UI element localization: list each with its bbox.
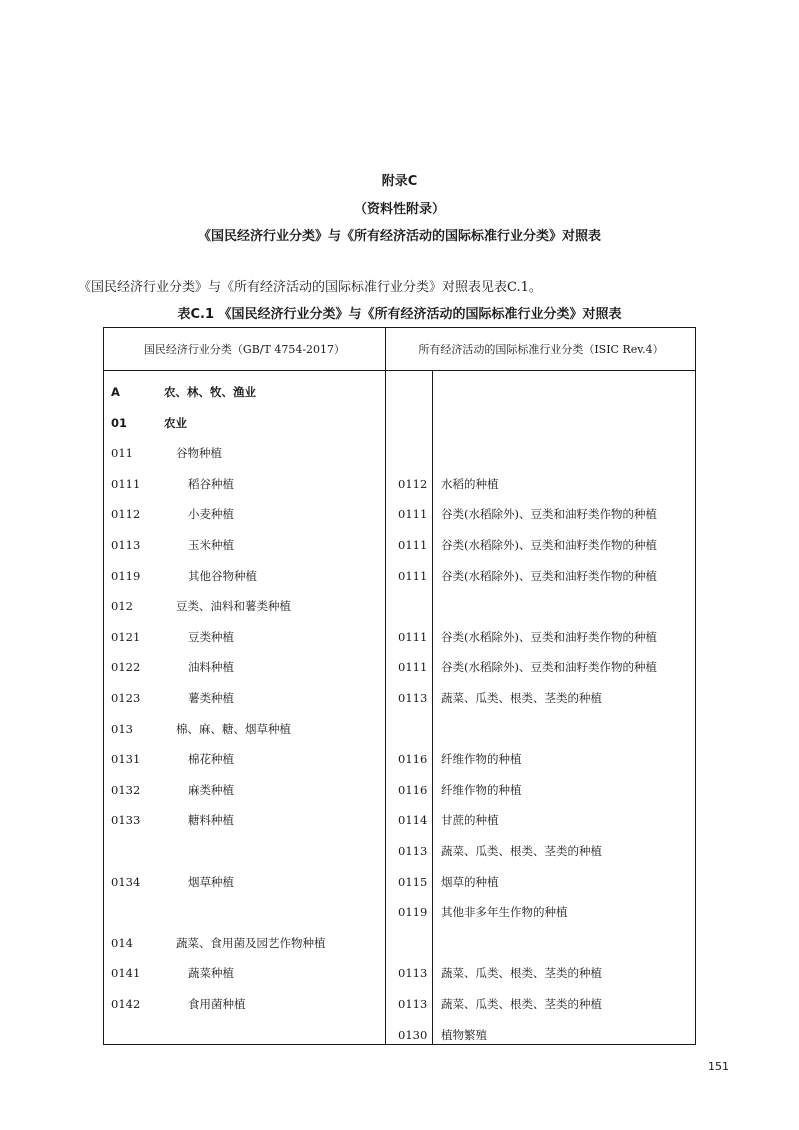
table-row: [104, 744, 695, 774]
isic-name-cell: 纤维作物的种植: [441, 752, 522, 767]
isic-name-cell: 谷类(水稻除外)、豆类和油籽类作物的种植: [441, 568, 657, 583]
isic-code-cell: 0116: [398, 782, 428, 797]
gb-code-cell: 0141: [111, 966, 141, 981]
table-row: [104, 775, 695, 805]
gb-name-cell: 豆类、油料和薯类种植: [176, 599, 291, 614]
gb-code-cell: 0122: [111, 660, 141, 675]
table-row: [104, 897, 695, 927]
table-caption: 表C.1 《国民经济行业分类》与《所有经济活动的国际标准行业分类》对照表: [177, 307, 622, 322]
gb-code-cell: 0133: [111, 813, 141, 828]
isic-code-cell: 0113: [398, 966, 428, 981]
gb-name-cell: 农业: [164, 415, 187, 430]
gb-name-cell: 蔬菜、食用菌及园艺作物种植: [176, 935, 326, 950]
page-number: 151: [708, 1060, 729, 1073]
gb-code-cell: 0111: [111, 476, 141, 491]
table-row: [104, 469, 695, 499]
table-row: [104, 928, 695, 958]
gb-name-cell: 小麦种植: [188, 507, 234, 522]
header-isic: 所有经济活动的国际标准行业分类（ISIC Rev.4）: [418, 343, 664, 356]
gb-code-cell: 0119: [111, 568, 141, 583]
gb-code-cell: 012: [111, 599, 133, 614]
isic-name-cell: 水稻的种植: [441, 476, 499, 491]
gb-code-cell: 0123: [111, 691, 141, 705]
gb-name-cell: 玉米种植: [188, 538, 234, 552]
isic-code-cell: 0111: [398, 507, 428, 522]
table-row: [104, 805, 695, 835]
gb-code-cell: 01: [111, 415, 128, 430]
isic-code-cell: 0116: [398, 752, 428, 767]
appendix-heading: 《国民经济行业分类》与《所有经济活动的国际标准行业分类》对照表: [197, 229, 601, 244]
gb-code-cell: 0131: [111, 752, 141, 767]
isic-name-cell: 蔬菜、瓜类、根类、茎类的种植: [441, 966, 602, 981]
gb-name-cell: 谷物种植: [176, 446, 222, 461]
isic-name-cell: 甘蔗的种植: [441, 813, 499, 828]
gb-name-cell: 稻谷种植: [188, 476, 234, 491]
gb-name-cell: 烟草种植: [188, 874, 234, 889]
gb-code-cell: 0121: [111, 629, 141, 644]
isic-name-cell: 谷类(水稻除外)、豆类和油籽类作物的种植: [441, 660, 657, 675]
isic-code-cell: 0111: [398, 660, 428, 675]
isic-code-cell: 0114: [398, 813, 428, 828]
isic-code-cell: 0113: [398, 844, 428, 858]
gb-name-cell: 豆类种植: [188, 629, 234, 644]
table-row: [104, 683, 695, 713]
gb-code-cell: 0134: [111, 874, 141, 889]
isic-name-cell: 纤维作物的种植: [441, 782, 522, 797]
isic-name-cell: 蔬菜、瓜类、根类、茎类的种植: [441, 844, 602, 858]
table-row: [104, 499, 695, 529]
isic-code-cell: 0111: [398, 538, 428, 552]
intro-paragraph: 《国民经济行业分类》与《所有经济活动的国际标准行业分类》对照表见表C.1。: [78, 280, 542, 295]
gb-code-cell: 013: [111, 721, 133, 736]
isic-name-cell: 蔬菜、瓜类、根类、茎类的种植: [441, 691, 602, 705]
gb-code-cell: 0113: [111, 538, 141, 552]
table-row: [104, 377, 695, 407]
gb-name-cell: 油料种植: [188, 660, 234, 675]
isic-name-cell: 谷类(水稻除外)、豆类和油籽类作物的种植: [441, 629, 657, 644]
isic-code-cell: 0111: [398, 629, 428, 644]
isic-code-cell: 0113: [398, 691, 428, 705]
isic-code-cell: 0111: [398, 568, 428, 583]
gb-name-cell: 农、林、牧、渔业: [164, 385, 256, 399]
isic-code-cell: 0113: [398, 997, 428, 1011]
gb-name-cell: 棉、麻、糖、烟草种植: [176, 721, 291, 736]
table-row: [104, 591, 695, 621]
isic-code-cell: 0112: [398, 476, 428, 491]
gb-name-cell: 食用菌种植: [188, 997, 246, 1011]
table-row: [104, 714, 695, 744]
table-row: [104, 438, 695, 468]
gb-name-cell: 麻类种植: [188, 782, 234, 797]
isic-name-cell: 其他非多年生作物的种植: [441, 905, 568, 920]
gb-code-cell: 014: [111, 935, 133, 950]
table-row: [104, 561, 695, 591]
gb-code-cell: 0132: [111, 782, 141, 797]
gb-code-cell: 011: [111, 446, 133, 461]
correspondence-table: [103, 327, 696, 1045]
isic-code-cell: 0115: [398, 874, 428, 889]
isic-name-cell: 蔬菜、瓜类、根类、茎类的种植: [441, 997, 602, 1011]
header-gb: 国民经济行业分类（GB/T 4754-2017）: [143, 343, 346, 356]
gb-code-cell: 0112: [111, 507, 141, 522]
gb-name-cell: 薯类种植: [188, 691, 234, 705]
gb-name-cell: 其他谷物种植: [188, 568, 257, 583]
isic-code-cell: 0119: [398, 905, 428, 920]
gb-name-cell: 蔬菜种植: [188, 966, 234, 981]
gb-code-cell: 0142: [111, 997, 141, 1011]
isic-code-cell: 0130: [398, 1027, 428, 1042]
table-row: [104, 867, 695, 897]
gb-code-cell: A: [111, 385, 120, 399]
table-row: [104, 622, 695, 652]
isic-name-cell: 谷类(水稻除外)、豆类和油籽类作物的种植: [441, 538, 657, 552]
table-row: [104, 989, 695, 1019]
isic-name-cell: 植物繁殖: [441, 1027, 487, 1042]
appendix-title: 附录C: [381, 174, 418, 189]
table-row: [104, 1020, 695, 1050]
isic-name-cell: 烟草的种植: [441, 874, 499, 889]
table-row: [104, 530, 695, 560]
appendix-subtitle: （资料性附录）: [353, 202, 445, 217]
table-row: [104, 652, 695, 682]
isic-name-cell: 谷类(水稻除外)、豆类和油籽类作物的种植: [441, 507, 657, 522]
table-row: [104, 408, 695, 438]
gb-name-cell: 糖料种植: [188, 813, 234, 828]
table-row: [104, 958, 695, 988]
table-row: [104, 836, 695, 866]
gb-name-cell: 棉花种植: [188, 752, 234, 767]
